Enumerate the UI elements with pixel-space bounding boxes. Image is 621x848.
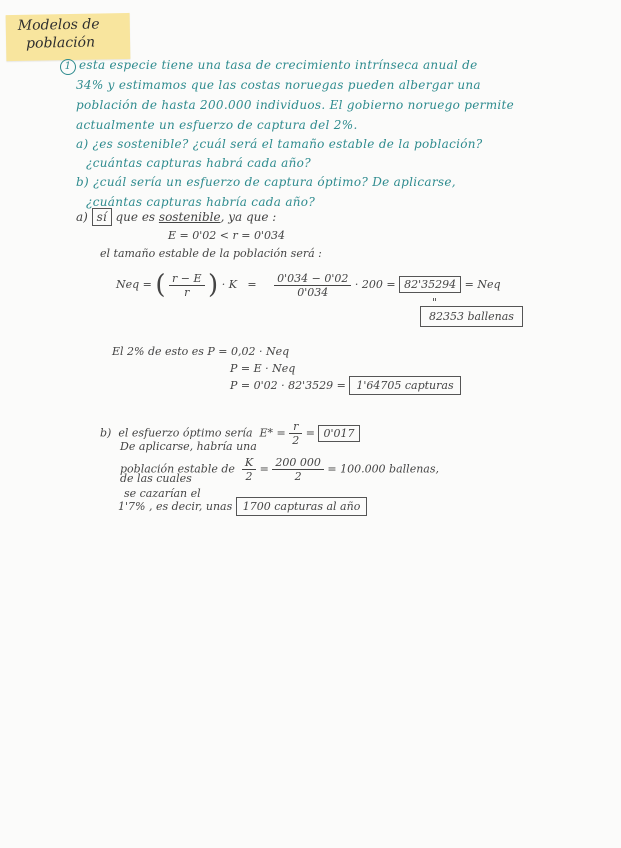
- problem-line-2: 34% y estimamos que las costas noruegas pueden albergar una: [76, 78, 481, 92]
- answer-b-line5: se cazarían el: [124, 487, 201, 500]
- question-a-2: ¿cuántas capturas habrá cada año?: [86, 156, 311, 170]
- question-b: b) ¿cuál sería un esfuerzo de captura óptimo? De aplicarse,: [76, 175, 456, 189]
- question-a: a) ¿es sostenible? ¿cuál será el tamaño estable de la población?: [76, 137, 483, 151]
- answer-b-line4: de las cuales: [120, 472, 192, 485]
- neq-formula: Neq = ( $\frac{r - E}{r}$ ) · K = $\frac{0'034 - 0'02}{0'034}$ · 200 = 82'35294 = Neq: [116, 270, 501, 300]
- neq-result-box: 82'35294: [399, 276, 461, 293]
- problem-line-4: actualmente un esfuerzo de captura del 2%.: [76, 118, 358, 132]
- optimal-effort-box: 0'017: [318, 425, 359, 442]
- problem-line-1: 1 esta especie tiene una tasa de crecimiento intrínseca anual de: [60, 58, 478, 75]
- stable-size-intro: el tamaño estable de la población será :: [100, 247, 322, 260]
- problem-number: 1: [60, 59, 76, 75]
- question-b-2: ¿cuántas capturas habría cada año?: [86, 195, 316, 209]
- sostenible-word: sostenible: [158, 210, 221, 224]
- approx-mark: ": [432, 296, 438, 309]
- captures-box: 1700 capturas al año: [236, 497, 368, 516]
- catch-formula-3: P = 0'02 · 82'3529 = 1'64705 capturas: [230, 379, 461, 392]
- whales-result: [420, 310, 523, 323]
- catch-intro: El 2% de esto es P = 0,02 · Neq: [112, 345, 290, 358]
- catch-result-box: 1'64705 capturas: [349, 376, 460, 395]
- si-box: sí: [92, 208, 112, 226]
- problem-line-3: población de hasta 200.000 individuos. El gobierno noruego permite: [76, 98, 515, 112]
- answer-b-line3: población estable de $\frac{K}{2}$ = $\frac{200 000}{2}$ = 100.000 ballenas,: [120, 456, 439, 483]
- answer-b-line6: 1'7% , es decir, unas 1700 capturas al año: [118, 500, 367, 513]
- answer-b-line1: b) el esfuerzo óptimo sería E* = $\frac{r}{2}$ = 0'017: [100, 420, 360, 447]
- sticky-note: [6, 13, 131, 61]
- condition: E = 0'02 < r = 0'034: [168, 229, 285, 242]
- whales-box: 82353 ballenas: [420, 306, 523, 327]
- note-title-line1: Modelos de: [17, 16, 100, 34]
- note-title-line2: población: [25, 34, 96, 52]
- answer-b-line2: De aplicarse, habría una: [120, 440, 257, 453]
- answer-a-line1: a) sí que es sostenible, ya que :: [76, 210, 277, 224]
- catch-formula-2: P = E · Neq: [230, 362, 296, 375]
